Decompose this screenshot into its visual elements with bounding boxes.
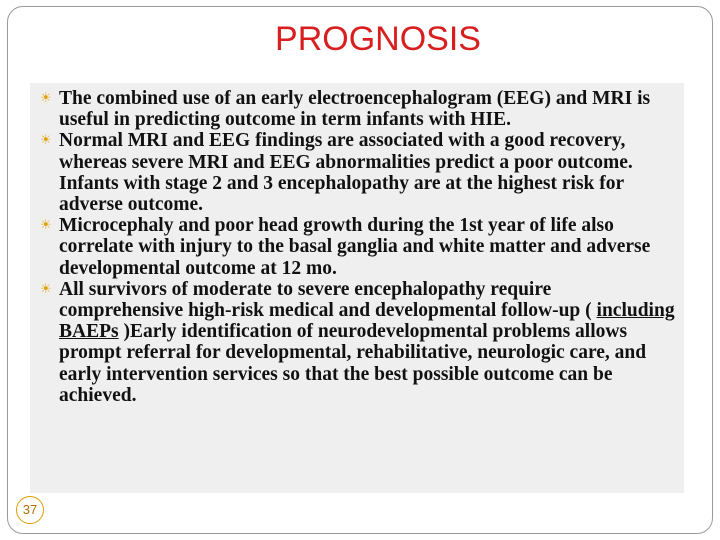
bullet-text: The combined use of an early electroencephalogram (EEG) and MRI is useful in predicting outcome in term infants with HIE. [59,88,651,131]
bullet-item [40,279,680,406]
page-number-badge: 37 [16,496,44,524]
sun-icon: ☀ [40,91,52,106]
bullet-item [40,88,680,130]
bullet-text-start: All survivors of moderate to severe encephalopathy require comprehensive high-risk medical and developmental follow-up ( [59,278,597,322]
bullet-text-end: )Early identification of neurodevelopmental problems allows prompt referral for developmental, rehabilitative, neurologic care, and early intervention services so that the best possible outcome can be achieved. [59,321,647,406]
bullet-text: Microcephaly and poor head growth during the 1st year of life also correlate with injury to the basal ganglia and white matter and adverse developmental outcome at 12 mo. [59,215,651,279]
underlined-term: including BAEPs [59,300,675,343]
sun-icon: ☀ [40,133,52,149]
bullet-item [40,130,680,215]
sun-icon: ☀ [40,281,52,297]
bullet-text: Normal MRI and EEG findings are associated with a good recovery, whereas severe MRI and EEG abnormalities predict a poor outcome. Infants with stage 2 and 3 encephalopathy are at the highest risk for adverse outcome. [59,130,633,216]
bullet-item [40,215,680,279]
sun-icon: ☀ [40,218,52,234]
slide-title: PROGNOSIS [275,20,481,58]
bullet-list [40,88,680,406]
